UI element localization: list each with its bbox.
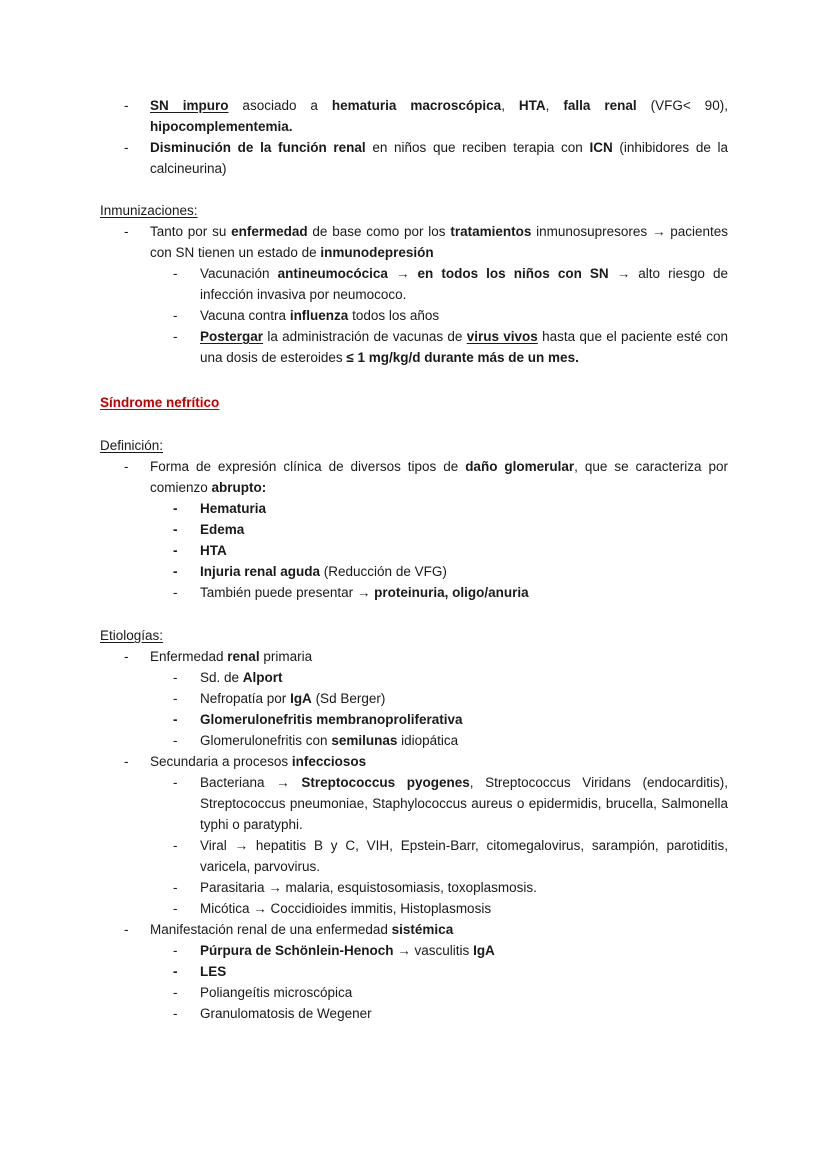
text-run: ,: [545, 98, 564, 113]
text-run: Viral → hepatitis B y C, VIH, Epstein-Barr, citomegalovirus, sarampión, parotiditis, varicela, parvovirus.: [200, 838, 728, 874]
text-run: todos los años: [348, 308, 440, 323]
text-run: proteinuria, oligo/anuria: [374, 585, 529, 600]
text-run: abrupto:: [211, 480, 267, 495]
list-item: [100, 561, 728, 582]
list-item: [100, 877, 728, 898]
text-run: , que se caracteriza por comienzo: [150, 459, 728, 495]
bullet-dash: -: [173, 880, 178, 895]
bullet-dash: -: [173, 733, 178, 748]
text-run: Postergar: [200, 329, 264, 344]
text-run: Edema: [200, 522, 245, 537]
text-run: hipocomplementemia.: [150, 119, 293, 134]
text-run: Secundaria a procesos: [150, 754, 292, 769]
text-run: Manifestación renal de una enfermedad: [150, 922, 392, 937]
bullet-dash: -: [124, 98, 129, 113]
text-run: Forma de expresión clínica de diversos tipos de: [150, 459, 466, 474]
bullet-dash: -: [173, 564, 178, 579]
text-run: hematuria macroscópica: [331, 98, 502, 113]
bullet-dash: -: [173, 901, 178, 916]
list-item: [100, 305, 728, 326]
bullet-dash: -: [173, 1006, 178, 1021]
text-run: Vacunación: [200, 266, 278, 281]
text-run: Micótica → Coccidioides immitis, Histoplasmosis: [200, 901, 492, 916]
list-item: [100, 646, 728, 667]
list-item: [100, 667, 728, 688]
bullet-dash: -: [173, 943, 178, 958]
text-run: HTA: [200, 543, 227, 558]
bullet-dash: -: [124, 224, 129, 239]
text-run: asociado a: [228, 98, 332, 113]
text-run: Tanto por su: [150, 224, 232, 239]
bullet-dash: -: [173, 329, 178, 344]
text-run: (Sd Berger): [311, 691, 386, 706]
text-run: IgA: [473, 943, 495, 958]
list-item: [100, 730, 728, 751]
text-run: Definición:: [100, 438, 164, 453]
text-run: renal: [227, 649, 260, 664]
text-run: daño glomerular: [465, 459, 575, 474]
list-item: [100, 540, 728, 561]
text-run: Alport: [242, 670, 283, 685]
list-item: [100, 519, 728, 540]
text-run: enfermedad: [231, 224, 308, 239]
text-run: inmunodepresión: [320, 245, 434, 260]
bullet-dash: -: [173, 308, 178, 323]
list-item: [100, 709, 728, 730]
text-run: Streptococcus pyogenes: [301, 775, 470, 790]
text-run: Poliangeítis microscópica: [200, 985, 353, 1000]
list-item: [100, 772, 728, 835]
text-run: Injuria renal aguda: [200, 564, 321, 579]
text-run: antineumocócica: [277, 266, 388, 281]
bullet-dash: -: [173, 522, 178, 537]
text-run: Etiologías:: [100, 628, 164, 643]
text-run: Púrpura de Schönlein-Henoch: [200, 943, 394, 958]
list-item: [100, 456, 728, 498]
bullet-dash: -: [124, 459, 129, 474]
bullet-dash: -: [173, 964, 178, 979]
list-item: [100, 263, 728, 305]
text-run: , Streptococcus Viridans (endocarditis), Streptococcus pneumoniae, Staphylococcus aureus o epidermidis, brucella, Salmonella typhi o paratyphi.: [200, 775, 729, 832]
spacer: [100, 603, 728, 625]
definicion-heading: [100, 435, 728, 456]
bullet-dash: -: [173, 670, 178, 685]
text-run: →: [387, 266, 418, 281]
text-run: HTA: [518, 98, 546, 113]
list-item: [100, 898, 728, 919]
list-item: [100, 221, 728, 263]
list-item: [100, 940, 728, 961]
text-run: (Reducción de VFG): [320, 564, 447, 579]
text-run: sistémica: [391, 922, 454, 937]
text-run: Síndrome nefrítico: [100, 395, 220, 410]
text-run: Disminución de la función renal: [150, 140, 366, 155]
text-run: Glomerulonefritis membranoproliferativa: [200, 712, 463, 727]
sindrome-nefritico-heading: [100, 392, 728, 413]
text-run: LES: [200, 964, 227, 979]
text-run: SN impuro: [150, 98, 229, 113]
list-item: [100, 982, 728, 1003]
text-run: (inhibidores de la calcineurina): [150, 140, 728, 176]
bullet-dash: -: [173, 775, 178, 790]
spacer: [100, 179, 728, 200]
list-item: [100, 498, 728, 519]
text-run: Granulomatosis de Wegener: [200, 1006, 372, 1021]
text-run: ,: [501, 98, 519, 113]
text-run: la administración de vacunas de: [263, 329, 467, 344]
document-body: [100, 95, 728, 1024]
list-item: [100, 961, 728, 982]
list-item: [100, 326, 728, 368]
list-item: [100, 688, 728, 709]
text-run: tratamientos: [450, 224, 532, 239]
text-run: primaria: [259, 649, 313, 664]
text-run: semilunas: [331, 733, 398, 748]
text-run: ICN: [589, 140, 613, 155]
bullet-dash: -: [124, 754, 129, 769]
list-item: [100, 1003, 728, 1024]
bullet-dash: -: [173, 266, 178, 281]
text-run: → vasculitis: [393, 943, 474, 958]
text-run: de base como por los: [307, 224, 451, 239]
etiologias-heading: [100, 625, 728, 646]
text-run: Enfermedad: [150, 649, 228, 664]
text-run: Hematuria: [200, 501, 267, 516]
bullet-dash: -: [124, 140, 129, 155]
text-run: IgA: [290, 691, 312, 706]
bullet-dash: -: [124, 922, 129, 937]
text-run: Bacteriana →: [200, 775, 302, 790]
bullet-dash: -: [173, 543, 178, 558]
text-run: falla renal: [563, 98, 637, 113]
text-run: Nefropatía por: [200, 691, 291, 706]
list-item: [100, 919, 728, 940]
inmunizaciones-heading: [100, 200, 728, 221]
text-run: Inmunizaciones:: [100, 203, 198, 218]
text-run: Vacuna contra: [200, 308, 290, 323]
list-item: [100, 751, 728, 772]
text-run: hasta que el paciente esté con una dosis de esteroides: [200, 329, 728, 365]
text-run: También puede presentar →: [200, 585, 375, 600]
spacer: [100, 368, 728, 392]
text-run: infecciosos: [291, 754, 367, 769]
text-run: en todos los niños con SN: [417, 266, 609, 281]
bullet-dash: -: [173, 712, 178, 727]
bullet-dash: -: [124, 649, 129, 664]
bullet-dash: -: [173, 501, 178, 516]
text-run: Glomerulonefritis con: [200, 733, 332, 748]
text-run: ≤ 1 mg/kg/d durante más de un mes.: [346, 350, 579, 365]
text-run: inmunosupresores → pacientes con SN tienen un estado de: [150, 224, 729, 260]
text-run: virus vivos: [466, 329, 538, 344]
text-run: (VFG< 90),: [636, 98, 728, 113]
spacer: [100, 413, 728, 435]
bullet-dash: -: [173, 585, 178, 600]
bullet-dash: -: [173, 985, 178, 1000]
bullet-dash: -: [173, 838, 178, 853]
text-run: Sd. de: [200, 670, 243, 685]
text-run: → alto riesgo de infección invasiva por neumococo.: [200, 266, 728, 302]
bullet-dash: -: [173, 691, 178, 706]
text-run: en niños que reciben terapia con: [365, 140, 590, 155]
list-item: [100, 582, 728, 603]
list-item: [100, 835, 728, 877]
list-item: [100, 95, 728, 137]
text-run: idiopática: [397, 733, 459, 748]
text-run: Parasitaria → malaria, esquistosomiasis, toxoplasmosis.: [200, 880, 537, 895]
list-item: [100, 137, 728, 179]
text-run: influenza: [289, 308, 349, 323]
